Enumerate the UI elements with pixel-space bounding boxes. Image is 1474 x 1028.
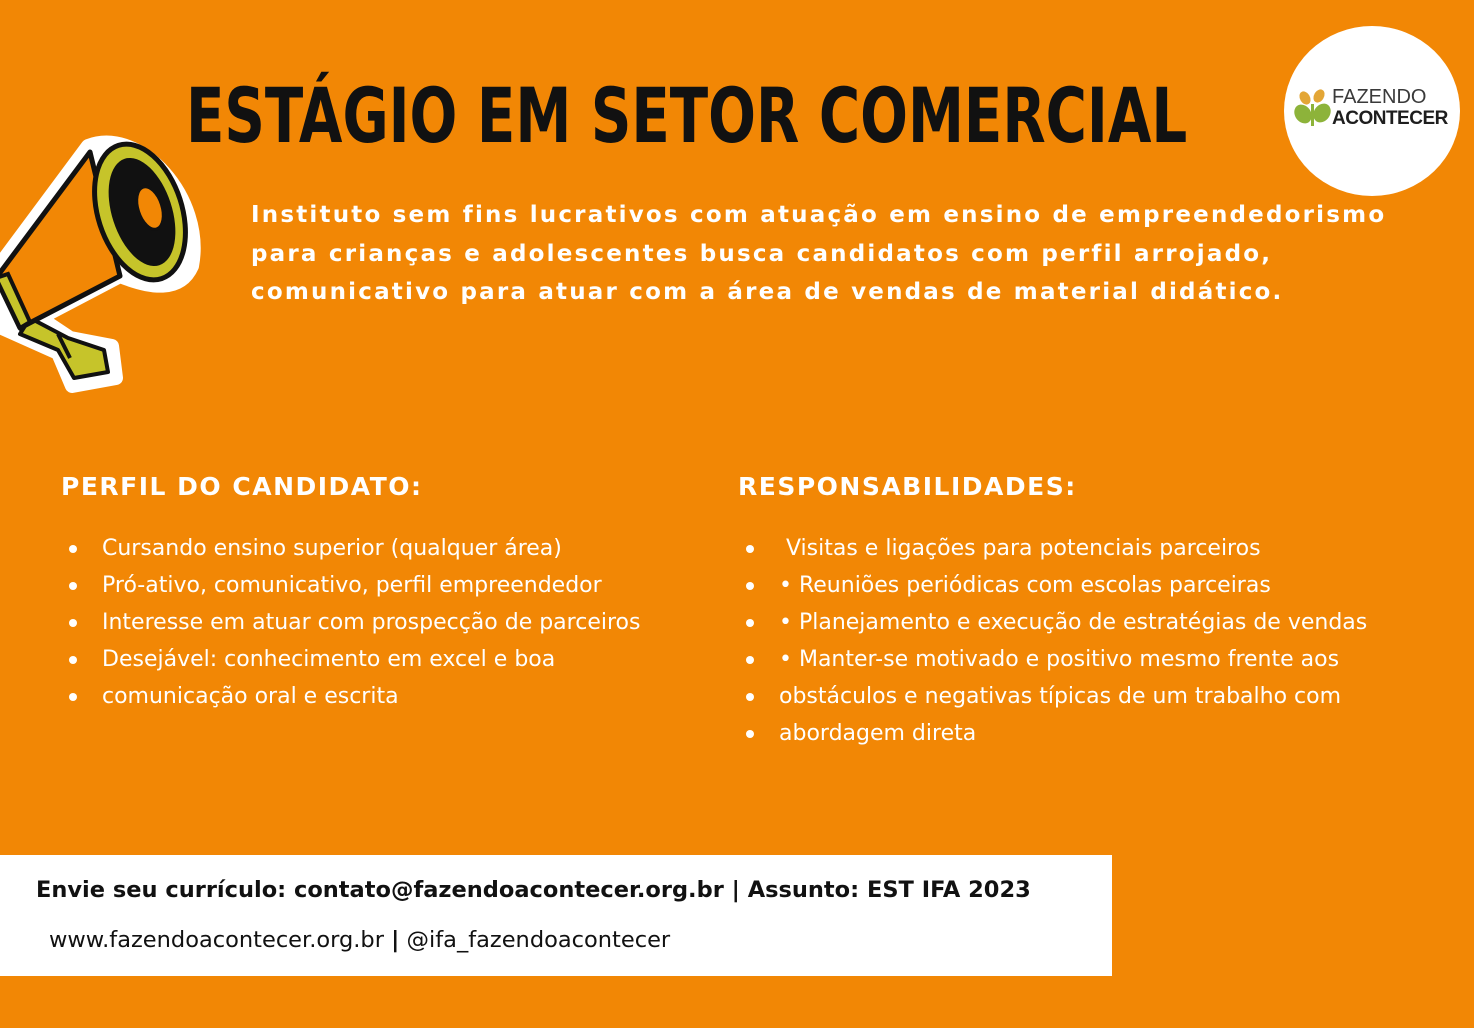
- list-item: [741, 678, 1367, 715]
- list-item-text: obstáculos e negativas típicas de um trabalho com: [779, 684, 1342, 709]
- list-item: [741, 567, 1367, 604]
- list-item: [64, 604, 640, 641]
- list-item-text: • Planejamento e execução de estratégias de vendas: [779, 610, 1368, 635]
- list-item-text: Interesse em atuar com prospecção de parceiros: [102, 610, 641, 635]
- bullet-icon: [746, 693, 754, 701]
- list-item: [741, 641, 1367, 678]
- list-item: [64, 567, 640, 604]
- list-item: [741, 604, 1367, 641]
- contact-footer: [0, 855, 1112, 976]
- megaphone-icon: [0, 128, 210, 398]
- responsabilidades-heading: RESPONSABILIDADES:: [738, 472, 1077, 501]
- bullet-icon: [746, 619, 754, 627]
- website-link[interactable]: www.fazendoacontecer.org.br: [49, 927, 384, 953]
- bullet-icon: [746, 656, 754, 664]
- bullet-icon: [69, 693, 77, 701]
- list-item: [64, 641, 640, 678]
- list-item: [64, 678, 640, 715]
- contact-email-line: Envie seu currículo: contato@fazendoacontecer.org.br | Assunto: EST IFA 2023: [36, 877, 1031, 903]
- list-item: [741, 715, 1367, 752]
- sprout-logo-icon: [1294, 86, 1332, 130]
- bullet-icon: [69, 619, 77, 627]
- list-item-text: Visitas e ligações para potenciais parceiros: [779, 536, 1261, 561]
- bullet-icon: [746, 582, 754, 590]
- instagram-handle[interactable]: @ifa_fazendoacontecer: [406, 927, 671, 953]
- list-item-text: • Reuniões periódicas com escolas parceiras: [779, 573, 1271, 598]
- responsabilidades-list: [741, 530, 1367, 752]
- list-item: [64, 530, 640, 567]
- list-item-text: Pró-ativo, comunicativo, perfil empreendedor: [102, 573, 602, 598]
- perfil-heading: PERFIL DO CANDIDATO:: [61, 472, 423, 501]
- bullet-icon: [746, 545, 754, 553]
- contact-links-line: [49, 923, 670, 957]
- list-item-text: abordagem direta: [779, 721, 977, 746]
- list-item: [741, 530, 1367, 567]
- logo-text-bottom: ACONTECER: [1332, 108, 1448, 129]
- list-item-text: Desejável: conhecimento em excel e boa: [102, 647, 556, 672]
- bullet-icon: [746, 730, 754, 738]
- intro-text: Instituto sem fins lucrativos com atuação em ensino de empreendedorismo para crianças e adolescentes busca candidatos com perfil arrojado, comunicativo para atuar com a área de vendas de material didático.: [251, 202, 1387, 305]
- list-item-text: comunicação oral e escrita: [102, 684, 399, 709]
- page-title: ESTÁGIO EM SETOR COMERCIAL: [186, 71, 1188, 160]
- logo-text-top: FAZENDO: [1332, 86, 1427, 108]
- separator: |: [391, 927, 400, 953]
- list-item-text: • Manter-se motivado e positivo mesmo frente aos: [779, 647, 1340, 672]
- perfil-list: [64, 530, 640, 715]
- bullet-icon: [69, 545, 77, 553]
- bullet-icon: [69, 656, 77, 664]
- fazendo-acontecer-logo: [1284, 26, 1460, 196]
- bullet-icon: [69, 582, 77, 590]
- list-item-text: Cursando ensino superior (qualquer área): [102, 536, 562, 561]
